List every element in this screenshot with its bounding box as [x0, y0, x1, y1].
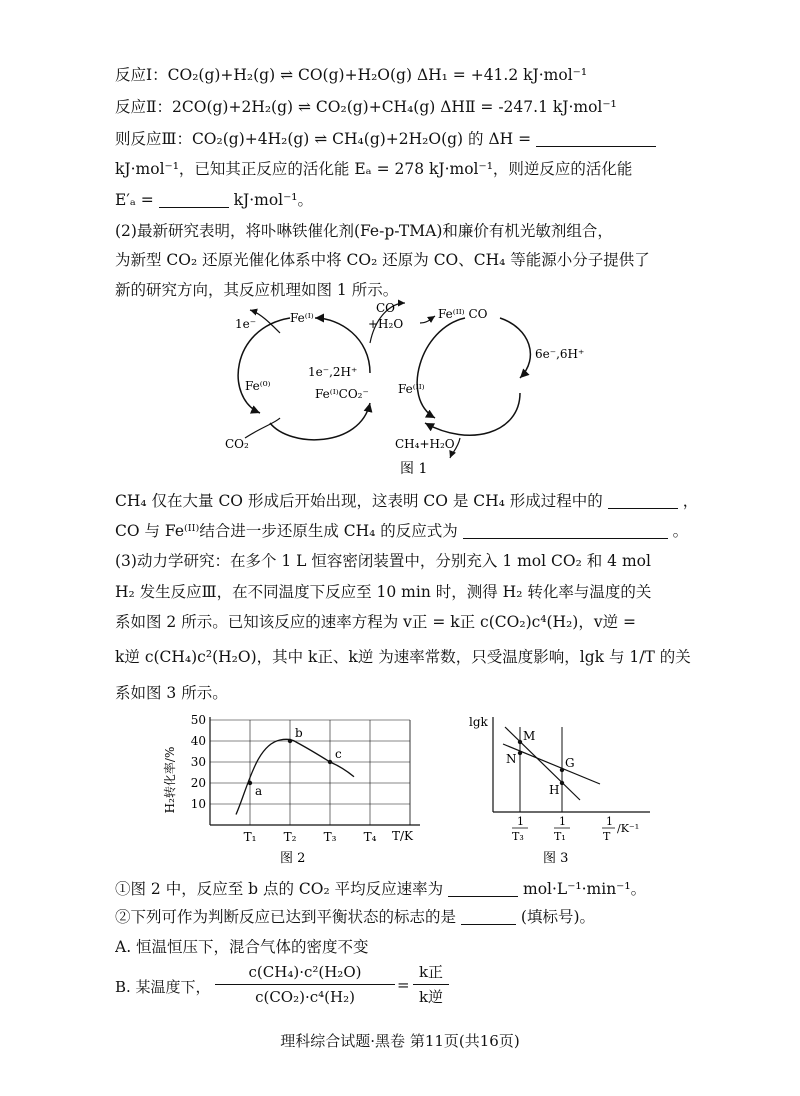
fig3-y-label: lgk	[469, 715, 488, 729]
fig2-point-label: a	[255, 784, 263, 798]
fig3-label-m: M	[523, 729, 536, 743]
question-1: ①图 2 中，反应至 b 点的 CO₂ 平均反应速率为 mol·L⁻¹·min⁻¹。	[115, 880, 647, 898]
fig2-grid	[210, 720, 410, 825]
part2-line3: 新的研究方向，其反应机理如图 1 所示。	[115, 281, 399, 299]
fe0-label: Fe⁽⁰⁾	[245, 379, 271, 393]
reaction-1: 反应Ⅰ：CO₂(g)+H₂(g) ⇌ CO(g)+H₂O(g) ΔH₁ = +41.2 kJ·mol⁻¹	[115, 66, 588, 84]
option-b-rate-ratio: k正 k逆	[413, 962, 449, 1007]
fig3-xtick-t1-num: 1	[559, 815, 566, 828]
fig2-point-b	[288, 739, 292, 743]
fig2-ytick-label: 40	[190, 734, 206, 748]
fig2-ytick-label: 10	[190, 797, 206, 811]
figure-3-caption: 图 3	[543, 851, 569, 866]
question-2: ②下列可作为判断反应已达到平衡状态的标志的是 (填标号)。	[115, 908, 595, 926]
fig2-ytick-label: 20	[190, 776, 206, 790]
fig2-point-label: c	[335, 747, 342, 761]
answer-blank-intermediate[interactable]	[608, 492, 678, 509]
fig2-xtick-label: T₁	[243, 830, 257, 844]
part2-line1: (2)最新研究表明，将卟啉铁催化剂(Fe-p-TMA)和廉价有机光敏剂组合，	[115, 222, 613, 240]
part3-line2: H₂ 发生反应Ⅲ，在不同温度下反应至 10 min 时，测得 H₂ 转化率与温度的关	[115, 583, 652, 601]
fig2-x-unit: T/K	[392, 829, 414, 843]
fig3-line-shallow	[503, 744, 600, 784]
fig3-point-m	[518, 740, 522, 744]
ch4-intermediate-text: CH₄ 仅在大量 CO 形成后开始出现，这表明 CO 是 CH₄ 形成过程中的 ，	[115, 492, 699, 510]
fig2-xtick-label: T₄	[363, 830, 377, 844]
fig3-point-h	[560, 781, 564, 785]
fig2-x-ticks	[244, 830, 377, 844]
ch4-label: CH₄+H₂O	[395, 437, 455, 451]
option-a: A. 恒温恒压下，混合气体的密度不变	[115, 938, 369, 956]
page-footer: 理科综合试题·黑卷 第11页(共16页)	[280, 1032, 520, 1050]
fig2-point-label: b	[295, 726, 303, 740]
fig3-xtick-t1-den: T₁	[554, 830, 566, 843]
figure-1-caption: 图 1	[400, 461, 428, 477]
fig3-point-g	[560, 768, 564, 772]
answer-blank-choice[interactable]	[461, 908, 516, 925]
fig2-y-label: H₂转化率/%	[163, 746, 177, 814]
fig2-xtick-label: T₂	[283, 830, 297, 844]
fig2-y-ticks	[191, 713, 206, 811]
fig3-xtick-t3-den: T₃	[512, 830, 524, 843]
e6-label: 6e⁻,6H⁺	[535, 347, 585, 361]
fig3-xunit-num: 1	[606, 815, 613, 828]
fe2-reaction-text: CO 与 Fe⁽ᴵᴵ⁾结合进一步还原生成 CH₄ 的反应式为 。	[115, 522, 689, 540]
fig3-xunit-den: T	[603, 830, 611, 843]
reaction-2: 反应Ⅱ：2CO(g)+2H₂(g) ⇌ CO₂(g)+CH₄(g) ΔHⅡ = -247.1 kJ·mol⁻¹	[115, 98, 617, 116]
figure-2-chart	[160, 712, 430, 870]
fig2-ytick-label: 30	[190, 755, 206, 769]
answer-blank-ea[interactable]	[159, 191, 229, 208]
fig3-label-g: G	[565, 756, 575, 770]
fig2-xtick-label: T₃	[323, 830, 337, 844]
part3-line3: 系如图 2 所示。已知该反应的速率方程为 v正 = k正 c(CO₂)c⁴(H₂)，v逆 =	[115, 613, 637, 631]
activation-energy-text: kJ·mol⁻¹，已知其正反应的活化能 Eₐ = 278 kJ·mol⁻¹，则逆反应的活化能	[115, 160, 633, 178]
fe2co-label: Fe⁽ᴵᴵ⁾ CO	[438, 307, 488, 321]
part3-line1: (3)动力学研究：在多个 1 L 恒容密闭装置中，分别充入 1 mol CO₂ 和 4 mol	[115, 552, 651, 570]
answer-blank-dh[interactable]	[536, 130, 656, 147]
cycle1-arc-left	[238, 318, 290, 413]
fig3-label-h: H	[549, 783, 560, 797]
fe1-label: Fe⁽ᴵ⁾	[290, 311, 314, 325]
co-bind-arrow	[420, 316, 435, 323]
fe2-label: Fe⁽ᴵᴵ⁾	[398, 382, 425, 396]
part2-line2: 为新型 CO₂ 还原光催化体系中将 CO₂ 还原为 CO、CH₄ 等能源小分子提供了	[115, 251, 650, 269]
feco2-label: Fe⁽ᴵ⁾CO₂⁻	[315, 387, 369, 401]
reaction-3: 则反应Ⅲ：CO₂(g)+4H₂(g) ⇌ CH₄(g)+2H₂O(g) 的 ΔH =	[115, 128, 705, 150]
co2-label: CO₂	[225, 437, 249, 451]
answer-blank-equation[interactable]	[463, 522, 668, 539]
e1-label: 1e⁻	[235, 317, 257, 331]
cycle2-arc-left	[417, 318, 465, 418]
cycle1-arc-bottom	[270, 403, 370, 440]
fig3-xunit-tail: /K⁻¹	[617, 822, 640, 835]
fig3-point-n	[518, 751, 522, 755]
co-label: CO	[376, 301, 396, 315]
figure-1-mechanism	[220, 298, 600, 478]
fig3-xtick-t3-num: 1	[517, 815, 524, 828]
h2o-label: +H₂O	[368, 317, 404, 331]
e2-label: 1e⁻,2H⁺	[308, 365, 358, 379]
fig3-label-n: N	[506, 752, 517, 766]
option-b-fraction: c(CH₄)·c²(H₂O) c(CO₂)·c⁴(H₂)	[215, 962, 395, 1007]
cycle2-arc-right	[500, 318, 530, 378]
reverse-activation-text: E′ₐ = kJ·mol⁻¹。	[115, 191, 314, 209]
part3-line5: 系如图 3 所示。	[115, 684, 228, 702]
fig2-point-c	[328, 760, 332, 764]
figure-2-caption: 图 2	[280, 851, 306, 866]
option-b: B. 某温度下， c(CH₄)·c²(H₂O) c(CO₂)·c⁴(H₂) = k正 k逆	[115, 962, 535, 1014]
part3-line4: k逆 c(CH₄)c²(H₂O)，其中 k正、k逆 为速率常数，只受温度影响，lgk 与 1/T 的关	[115, 648, 691, 666]
cycle2-arc-bottom	[425, 393, 520, 435]
fig2-ytick-label: 50	[190, 713, 206, 727]
answer-blank-rate[interactable]	[448, 880, 518, 897]
fig2-point-a	[248, 781, 252, 785]
figure-3-chart	[465, 712, 660, 870]
